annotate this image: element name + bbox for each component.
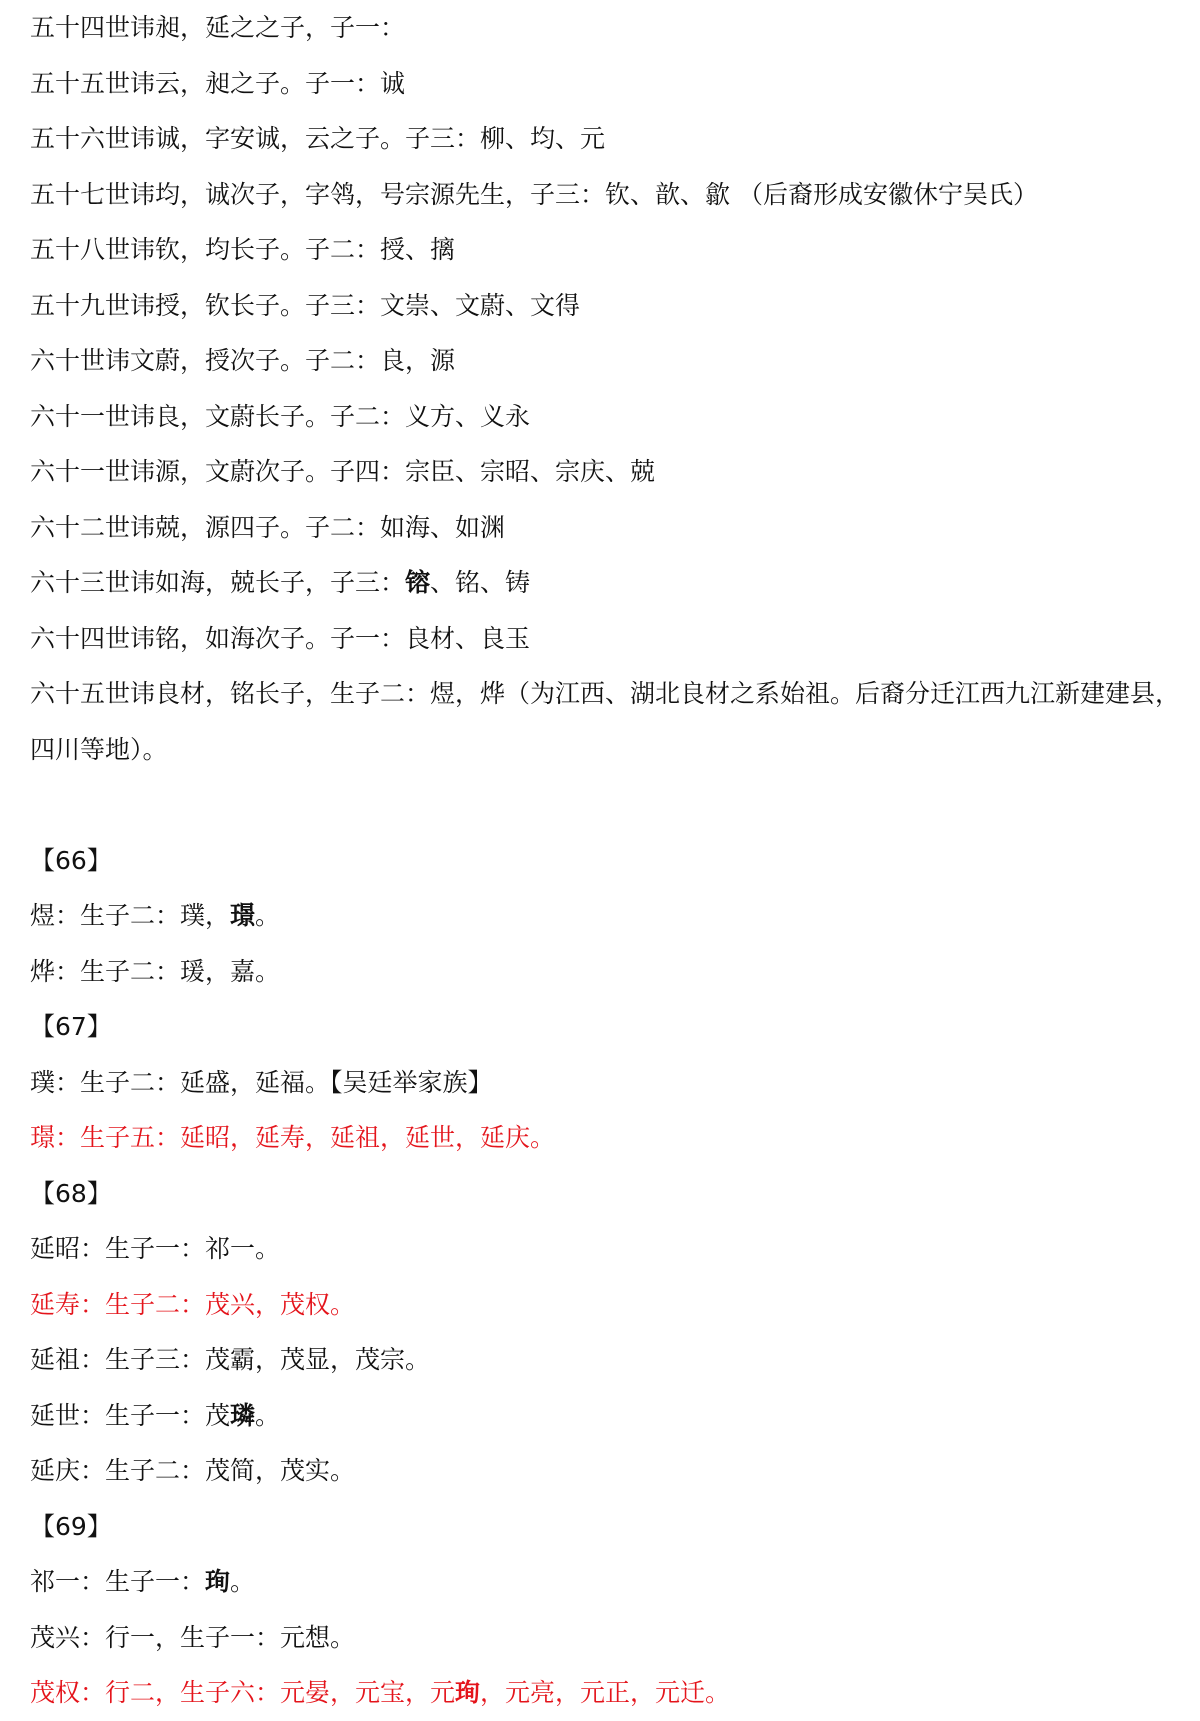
- text-line: 六十四世讳铭，如海次子。子一：良材、良玉: [30, 623, 531, 653]
- text-line: [30, 555, 1180, 611]
- text-line: 延庆：生子二：茂简，茂实。: [30, 1456, 356, 1485]
- text-line: 璞：生子二：延盛，延福。【吴廷举家族】: [30, 1067, 493, 1097]
- text-line: 四川等地）。: [30, 734, 168, 764]
- text-line: 延昭：生子一：祁一。: [30, 1234, 281, 1263]
- bold-character: 镕: [405, 568, 431, 597]
- text-segment: 、铭、铸: [430, 568, 531, 597]
- generation-heading: 【67】: [30, 1012, 112, 1041]
- text-segment: ，元亮，元正，元迁。: [480, 1678, 731, 1707]
- text-line: 六十一世讳良，文蔚长子。子二：义方、义永: [30, 401, 531, 431]
- text-line: 六十二世讳兢，源四子。子二：如海、如渊: [30, 512, 506, 542]
- text-segment: 六十三世讳如海，兢长子，子三：: [30, 568, 406, 597]
- genealogy-document: [30, 0, 1180, 1721]
- text-segment: 。: [230, 1567, 256, 1596]
- text-segment: 延世：生子一：茂: [30, 1400, 231, 1430]
- bold-character: 璘: [230, 1400, 256, 1430]
- text-segment: 。: [255, 901, 281, 930]
- blank-line: [30, 777, 1180, 833]
- text-segment: 。: [255, 1400, 281, 1430]
- text-line: 五十八世讳钦，均长子。子二：授、摛: [30, 235, 456, 264]
- text-segment: 煜：生子二：璞，: [30, 901, 231, 930]
- text-line: 五十四世讳昶，延之之子，子一：: [30, 13, 406, 42]
- text-line: 延祖：生子三：茂霸，茂显，茂宗。: [30, 1345, 431, 1374]
- text-line: 烨：生子二：瑗，嘉。: [30, 956, 281, 986]
- text-segment: 茂权：行二，生子六：元晏，元宝，元: [30, 1678, 456, 1707]
- text-line: 茂兴：行一，生子一：元想。: [30, 1622, 356, 1652]
- text-line: 五十九世讳授，钦长子。子三：文崇、文蔚、文得: [30, 290, 581, 320]
- generation-heading: 【69】: [30, 1511, 112, 1541]
- text-line: 六十五世讳良材，铭长子，生子二：煜，烨（为江西、湖北良材之系始祖。后裔分迁江西九江新建建县，: [30, 679, 1180, 708]
- bold-character: 璟: [230, 901, 256, 930]
- text-line: 五十五世讳云，昶之子。子一：诚: [30, 68, 406, 98]
- highlighted-line: [30, 1665, 1180, 1721]
- highlighted-line: 延寿：生子二：茂兴，茂权。: [30, 1289, 356, 1319]
- text-line: 六十一世讳源，文蔚次子。子四：宗臣、宗昭、宗庆、兢: [30, 457, 656, 486]
- generation-heading: 【66】: [30, 845, 112, 875]
- generation-heading: 【68】: [30, 1178, 112, 1208]
- text-line: [30, 1554, 1180, 1610]
- text-line: [30, 1388, 1180, 1444]
- text-line: 六十世讳文蔚，授次子。子二：良，源: [30, 346, 456, 375]
- text-line: 五十七世讳均，诚次子，字鸰，号宗源先生，子三：钦、歆、歙 （后裔形成安徽休宁吴氏）: [30, 179, 1038, 209]
- bold-character: 珣: [205, 1567, 231, 1596]
- bold-character: 珣: [455, 1678, 481, 1707]
- text-segment: 祁一：生子一：: [30, 1567, 206, 1596]
- text-line: [30, 888, 1180, 944]
- text-line: 五十六世讳诚，字安诚，云之子。子三：柳、均、元: [30, 124, 606, 153]
- highlighted-line: 璟：生子五：延昭，延寿，延祖，延世，延庆。: [30, 1123, 556, 1152]
